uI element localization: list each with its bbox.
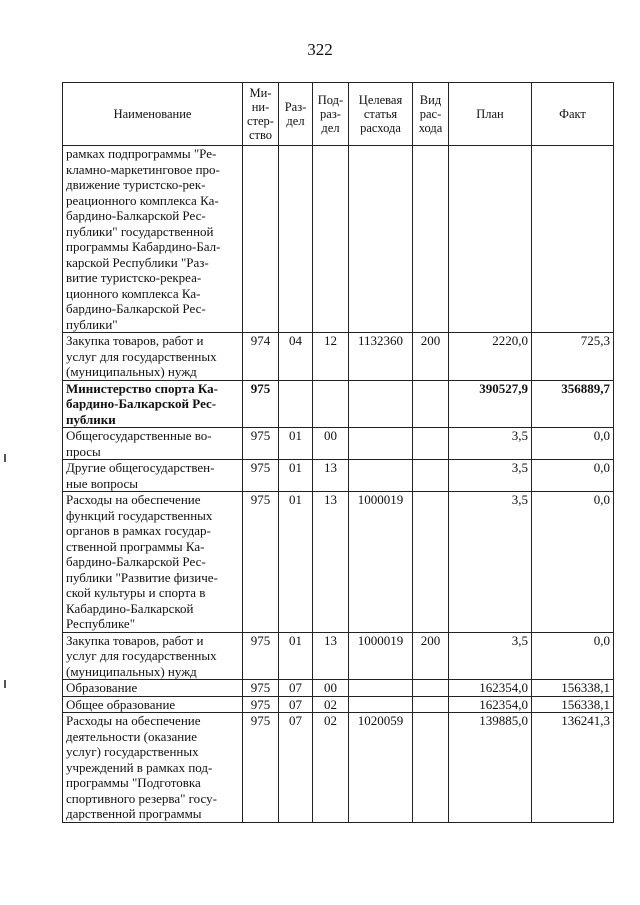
cell-section: 01 — [279, 428, 313, 460]
col-header-plan: План — [449, 83, 532, 146]
cell-section: 07 — [279, 713, 313, 823]
col-header-ministry: Ми- ни- стер- ство — [243, 83, 279, 146]
col-header-target: Целевая статья расхода — [349, 83, 413, 146]
cell-subsection: 13 — [313, 632, 349, 680]
cell-plan: 3,5 — [449, 428, 532, 460]
cell-ministry: 975 — [243, 492, 279, 633]
table-row — [63, 146, 614, 333]
cell-name: Закупка товаров, работ и услуг для государственных (муниципальных) нужд — [63, 333, 243, 381]
cell-target — [349, 146, 413, 333]
margin-mark — [4, 680, 6, 688]
cell-plan: 3,5 — [449, 632, 532, 680]
table-row — [63, 713, 614, 823]
cell-section — [279, 380, 313, 428]
cell-expense-type — [413, 460, 449, 492]
cell-target: 1000019 — [349, 492, 413, 633]
margin-mark — [4, 454, 6, 462]
cell-target: 1132360 — [349, 333, 413, 381]
cell-name: рамках подпрограммы "Ре- кламно-маркетинговое про- движение туристско-рек- реационного комплекса Ка- бардино-Балкарской Рес- публики" государственной программы Кабардино-Бал- карской Республики "Раз- витие туристско-рекреа- ционного комплекса Ка- бардино-Балкарской Рес- публики" — [63, 146, 243, 333]
cell-name: Расходы на обеспечение деятельности (оказание услуг) государственных учреждений в рамках под- программы "Подготовка спортивного резерва" госу- дарственной программы — [63, 713, 243, 823]
col-header-expense-type: Вид рас- хода — [413, 83, 449, 146]
cell-name: Министерство спорта Ка- бардино-Балкарской Рес- публики — [63, 380, 243, 428]
table-body — [63, 146, 614, 823]
cell-subsection: 02 — [313, 696, 349, 713]
cell-subsection: 13 — [313, 460, 349, 492]
cell-ministry: 975 — [243, 696, 279, 713]
table-row — [63, 632, 614, 680]
cell-fact: 0,0 — [532, 632, 614, 680]
cell-expense-type: 200 — [413, 333, 449, 381]
cell-target: 1000019 — [349, 632, 413, 680]
cell-plan — [449, 146, 532, 333]
col-header-section: Раз- дел — [279, 83, 313, 146]
cell-plan: 3,5 — [449, 492, 532, 633]
cell-fact: 0,0 — [532, 428, 614, 460]
cell-expense-type — [413, 713, 449, 823]
cell-ministry — [243, 146, 279, 333]
cell-subsection: 12 — [313, 333, 349, 381]
cell-plan: 139885,0 — [449, 713, 532, 823]
cell-section: 01 — [279, 460, 313, 492]
cell-subsection: 00 — [313, 680, 349, 697]
cell-fact: 136241,3 — [532, 713, 614, 823]
cell-plan: 2220,0 — [449, 333, 532, 381]
cell-name: Образование — [63, 680, 243, 697]
cell-name: Общее образование — [63, 696, 243, 713]
cell-plan: 162354,0 — [449, 696, 532, 713]
cell-ministry: 974 — [243, 333, 279, 381]
cell-fact: 725,3 — [532, 333, 614, 381]
cell-name: Закупка товаров, работ и услуг для государственных (муниципальных) нужд — [63, 632, 243, 680]
cell-expense-type — [413, 428, 449, 460]
cell-section: 01 — [279, 632, 313, 680]
cell-target — [349, 680, 413, 697]
cell-name: Общегосударственные во- просы — [63, 428, 243, 460]
cell-ministry: 975 — [243, 428, 279, 460]
cell-fact: 0,0 — [532, 492, 614, 633]
cell-ministry: 975 — [243, 380, 279, 428]
cell-subsection — [313, 380, 349, 428]
cell-name: Другие общегосударствен- ные вопросы — [63, 460, 243, 492]
cell-expense-type — [413, 492, 449, 633]
cell-subsection: 00 — [313, 428, 349, 460]
cell-fact — [532, 146, 614, 333]
cell-fact: 156338,1 — [532, 680, 614, 697]
cell-target — [349, 460, 413, 492]
header-row — [63, 83, 614, 146]
cell-section — [279, 146, 313, 333]
cell-expense-type — [413, 696, 449, 713]
table-row — [63, 492, 614, 633]
page-number: 322 — [307, 40, 333, 59]
cell-fact: 356889,7 — [532, 380, 614, 428]
cell-target — [349, 696, 413, 713]
cell-expense-type — [413, 146, 449, 333]
cell-ministry: 975 — [243, 713, 279, 823]
cell-ministry: 975 — [243, 460, 279, 492]
cell-section: 04 — [279, 333, 313, 381]
cell-expense-type: 200 — [413, 632, 449, 680]
table-row — [63, 428, 614, 460]
table-row — [63, 333, 614, 381]
cell-section: 07 — [279, 696, 313, 713]
table-row — [63, 696, 614, 713]
cell-target — [349, 428, 413, 460]
cell-subsection: 02 — [313, 713, 349, 823]
budget-table — [62, 82, 614, 823]
cell-target: 1020059 — [349, 713, 413, 823]
cell-expense-type — [413, 680, 449, 697]
cell-expense-type — [413, 380, 449, 428]
col-header-subsection: Под- раз- дел — [313, 83, 349, 146]
cell-name: Расходы на обеспечение функций государственных органов в рамках государ- ственной программы Ка- бардино-Балкарской Рес- публики "Развитие физиче- ской культуры и спорта в Кабардино-Балкарской Республике" — [63, 492, 243, 633]
table-row — [63, 680, 614, 697]
cell-section: 01 — [279, 492, 313, 633]
cell-subsection: 13 — [313, 492, 349, 633]
cell-fact: 156338,1 — [532, 696, 614, 713]
cell-plan: 162354,0 — [449, 680, 532, 697]
cell-target — [349, 380, 413, 428]
col-header-name: Наименование — [63, 83, 243, 146]
cell-section: 07 — [279, 680, 313, 697]
cell-plan: 390527,9 — [449, 380, 532, 428]
table-row — [63, 460, 614, 492]
col-header-fact: Факт — [532, 83, 614, 146]
cell-subsection — [313, 146, 349, 333]
table-row — [63, 380, 614, 428]
cell-ministry: 975 — [243, 680, 279, 697]
cell-plan: 3,5 — [449, 460, 532, 492]
cell-fact: 0,0 — [532, 460, 614, 492]
cell-ministry: 975 — [243, 632, 279, 680]
